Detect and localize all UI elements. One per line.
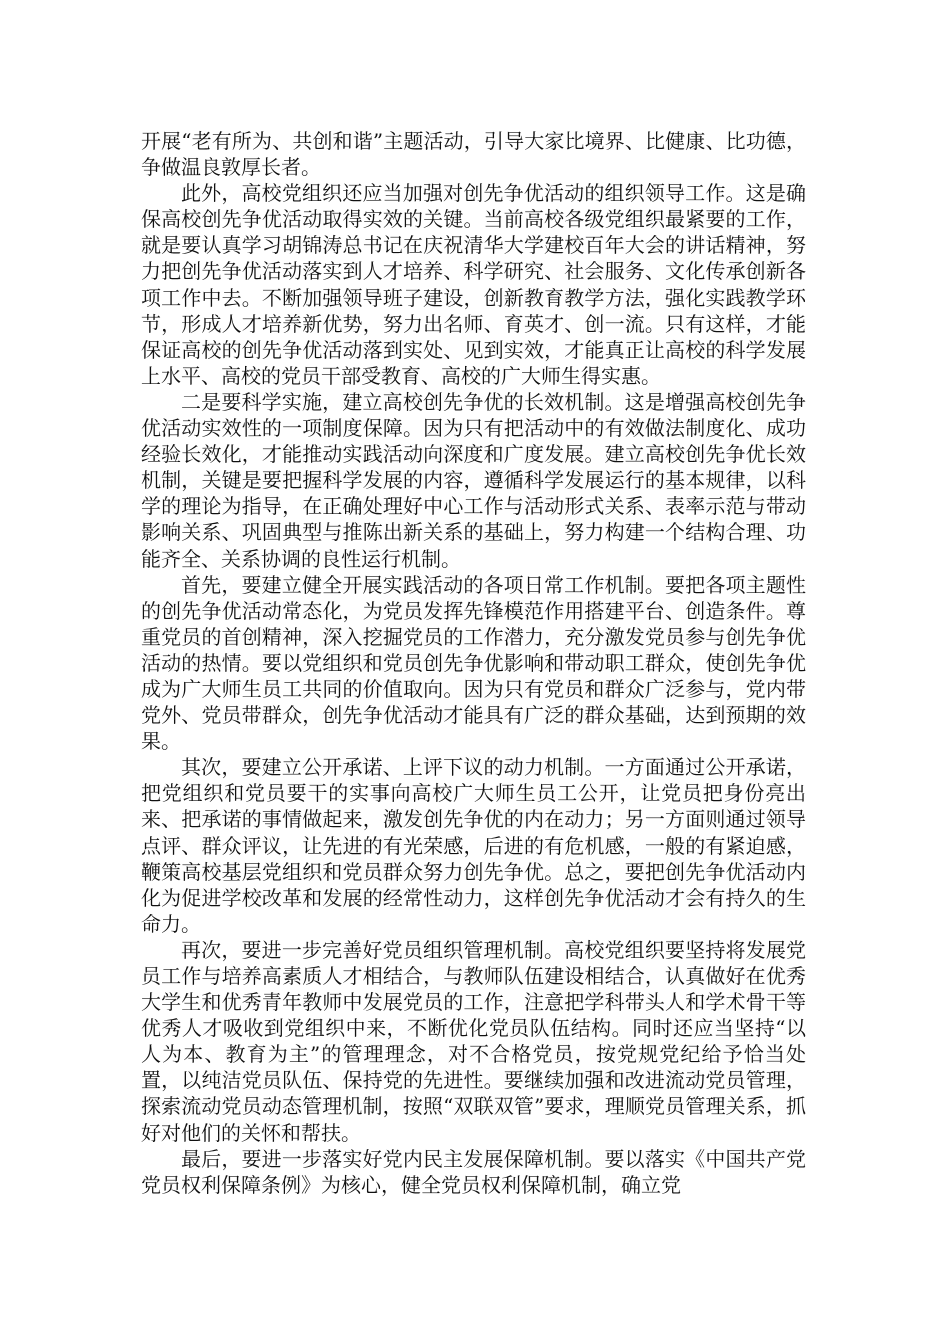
paragraph-democracy-guarantee: 最后，要进一步落实好党内民主发展保障机制。要以落实《中国共产党党员权利保障条例》为核心，健全党员权利保障机制，确立党 bbox=[141, 1146, 806, 1197]
paragraph-member-management: 再次，要进一步完善好党员组织管理机制。高校党组织要坚持将发展党员工作与培养高素质人才相结合，与教师队伍建设相结合，认真做好在优秀大学生和优秀青年教师中发展党员的工作，注意把学科带头人和学术骨干等优秀人才吸收到党组织中来，不断优化党员队伍结构。同时还应当坚持“以人为本、教育为主”的管理理念，对不合格党员，按党规党纪给予恰当处置，以纯洁党员队伍、保持党的先进性。要继续加强和改进流动党员管理，探索流动党员动态管理机制，按照“双联双管”要求，理顺党员管理关系，抓好对他们的关怀和帮扶。 bbox=[141, 937, 806, 1145]
paragraph-leadership: 此外，高校党组织还应当加强对创先争优活动的组织领导工作。这是确保高校创先争优活动取得实效的关键。当前高校各级党组织最紧要的工作，就是要认真学习胡锦涛总书记在庆祝清华大学建校百年大会的讲话精神，努力把创先争优活动落实到人才培养、科学研究、社会服务、文化传承创新各项工作中去。不断加强领导班子建设，创新教育教学方法，强化实践教学环节，形成人才培养新优势，努力出名师、育英才、创一流。只有这样，才能保证高校的创先争优活动落到实处、见到实效，才能真正让高校的科学发展上水平、高校的党员干部受教育、高校的广大师生得实惠。 bbox=[141, 181, 806, 388]
paragraph-daily-work-mechanism: 首先，要建立健全开展实践活动的各项日常工作机制。要把各项主题性的创先争优活动常态化，为党员发挥先锋模范作用搭建平台、创造条件。尊重党员的首创精神，深入挖掘党员的工作潜力，充分激发党员参与创先争优活动的热情。要以党组织和党员创先争优影响和带动职工群众，使创先争优成为广大师生员工共同的价值取向。因为只有党员和群众广泛参与，党内带党外、党员带群众，创先争优活动才能具有广泛的群众基础，达到预期的效果。 bbox=[141, 572, 806, 754]
document-body bbox=[141, 128, 806, 1198]
paragraph-long-term-mechanism: 二是要科学实施，建立高校创先争优的长效机制。这是增强高校创先争优活动实效性的一项制度保障。因为只有把活动中的有效做法制度化、成功经验长效化，才能推动实践活动向深度和广度发展。建立高校创先争优长效机制，关键是要把握科学发展的内容，遵循科学发展运行的基本规律，以科学的理论为指导，在正确处理好中心工作与活动形式关系、表率示范与带动影响关系、巩固典型与推陈出新关系的基础上，努力构建一个结构合理、功能齐全、关系协调的良性运行机制。 bbox=[141, 389, 806, 571]
paragraph-motivation-mechanism: 其次，要建立公开承诺、上评下议的动力机制。一方面通过公开承诺，把党组织和党员要干的实事向高校广大师生员工公开，让党员把身份亮出来、把承诺的事情做起来，激发创先争优的内在动力；另一方面则通过领导点评、群众评议，让先进的有光荣感，后进的有危机感，一般的有紧迫感，鞭策高校基层党组织和党员群众努力创先争优。总之，要把创先争优活动内化为促进学校改革和发展的经常性动力，这样创先争优活动才会有持久的生命力。 bbox=[141, 755, 806, 936]
paragraph-continuation: 开展“老有所为、共创和谐”主题活动，引导大家比境界、比健康、比功德，争做温良敦厚长者。 bbox=[141, 129, 806, 180]
